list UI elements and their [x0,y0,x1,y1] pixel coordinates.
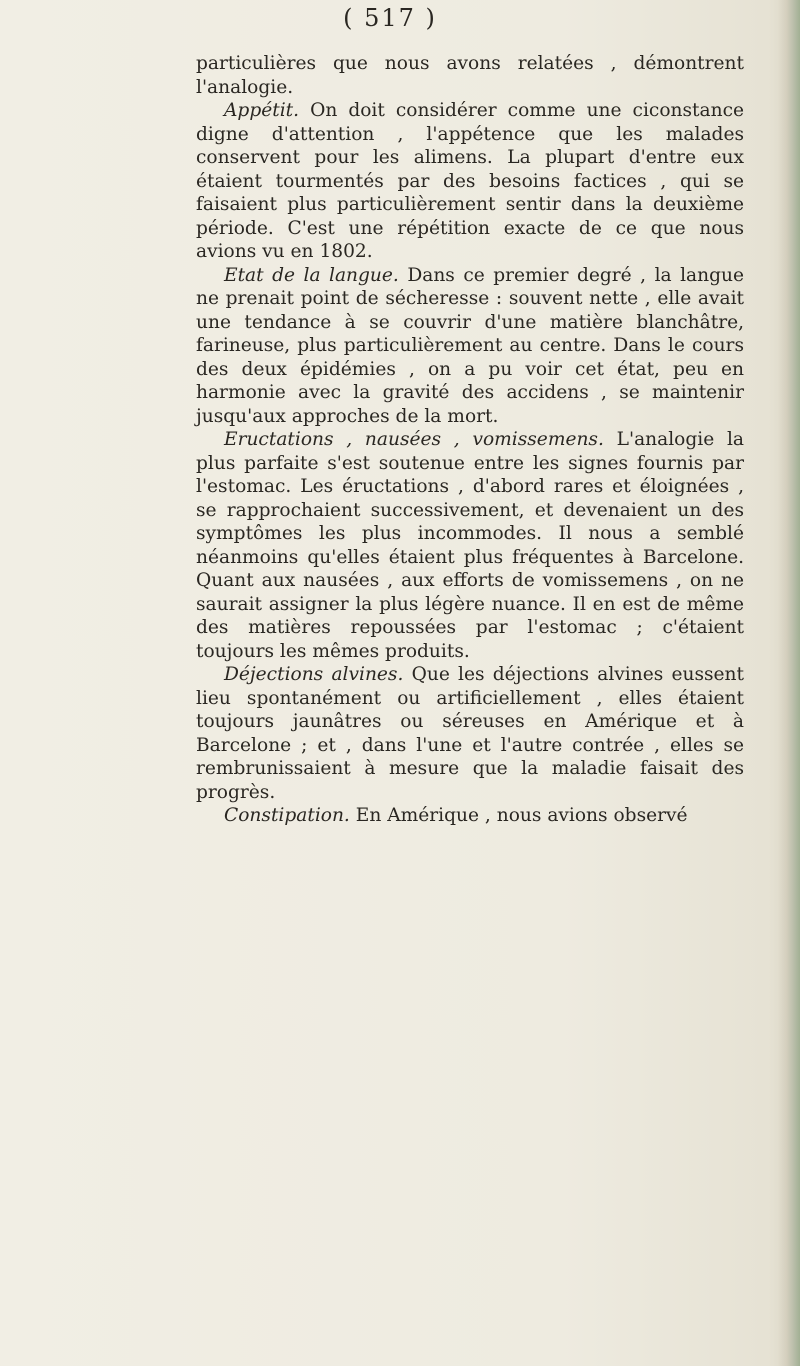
page-number: ( 517 ) [343,4,437,32]
paragraph-lead: Appétit. [224,100,300,121]
paragraph-body: On doit considérer comme une ciconstance digne d'attention , l'appétence que les malades conservent pour les alimens. La plupart d'entre eux étaient tourmentés par des besoins factices , qui se faisaient plus particulièrement sentir dans la deuxième période. C'est une répétition exacte de ce que nous avions vu en 1802. [196,100,744,262]
paragraph-langue [196,264,744,429]
paragraph-eructations [196,428,744,663]
page-edge [778,0,800,1366]
paragraph-body: Que les déjections alvines eussent lieu spontanément ou artificiellement , elles étaient toujours jaunâtres ou séreuses en Amérique et à Barcelone ; et , dans l'une et l'autre contrée , elles se rembrunissaient à mesure que la maladie faisait des progrès. [196,664,744,803]
paragraph-lead: Etat de la langue. [224,264,399,286]
paragraph-body: Dans ce premier degré , la langue ne prenait point de sécheresse : souvent nette , elle avait une tendance à se couvrir d'une matière blanchâtre, farineuse, plus particulièrement au centre. Dans le cours des deux épidémies , on a pu voir cet état, peu en harmonie avec la gravité des accidens , se maintenir jusqu'aux approches de la mort. [196,264,744,427]
paragraph-dejections [196,663,744,804]
paragraph-continuation [196,52,744,99]
paragraph-body: particulières que nous avons relatées , démontrent l'analogie. [196,53,744,98]
paragraph-lead: Constipation. [224,805,350,826]
page-text [196,52,744,828]
paragraph-body: En Amérique , nous avions observé [349,805,688,826]
paragraph-body: L'analogie la plus parfaite s'est soutenue entre les signes fournis par l'estomac. Les éructations , d'abord rares et éloignées , se rapprochaient successivement, et devenaient un des symptômes les plus incommodes. Il nous a semblé néanmoins qu'elles étaient plus fréquentes à Barcelone. Quant aux nausées , aux efforts de vomissemens , on ne saurait assigner la plus légère nuance. Il en est de même des matières repoussées par l'estomac ; c'étaient toujours les mêmes produits. [196,429,745,662]
paragraph-appetit [196,99,744,264]
paragraph-lead: Eructations , nausées , vomissemens. [224,429,604,450]
paragraph-constipation [196,804,744,828]
paragraph-lead: Déjections alvines. [224,664,404,685]
